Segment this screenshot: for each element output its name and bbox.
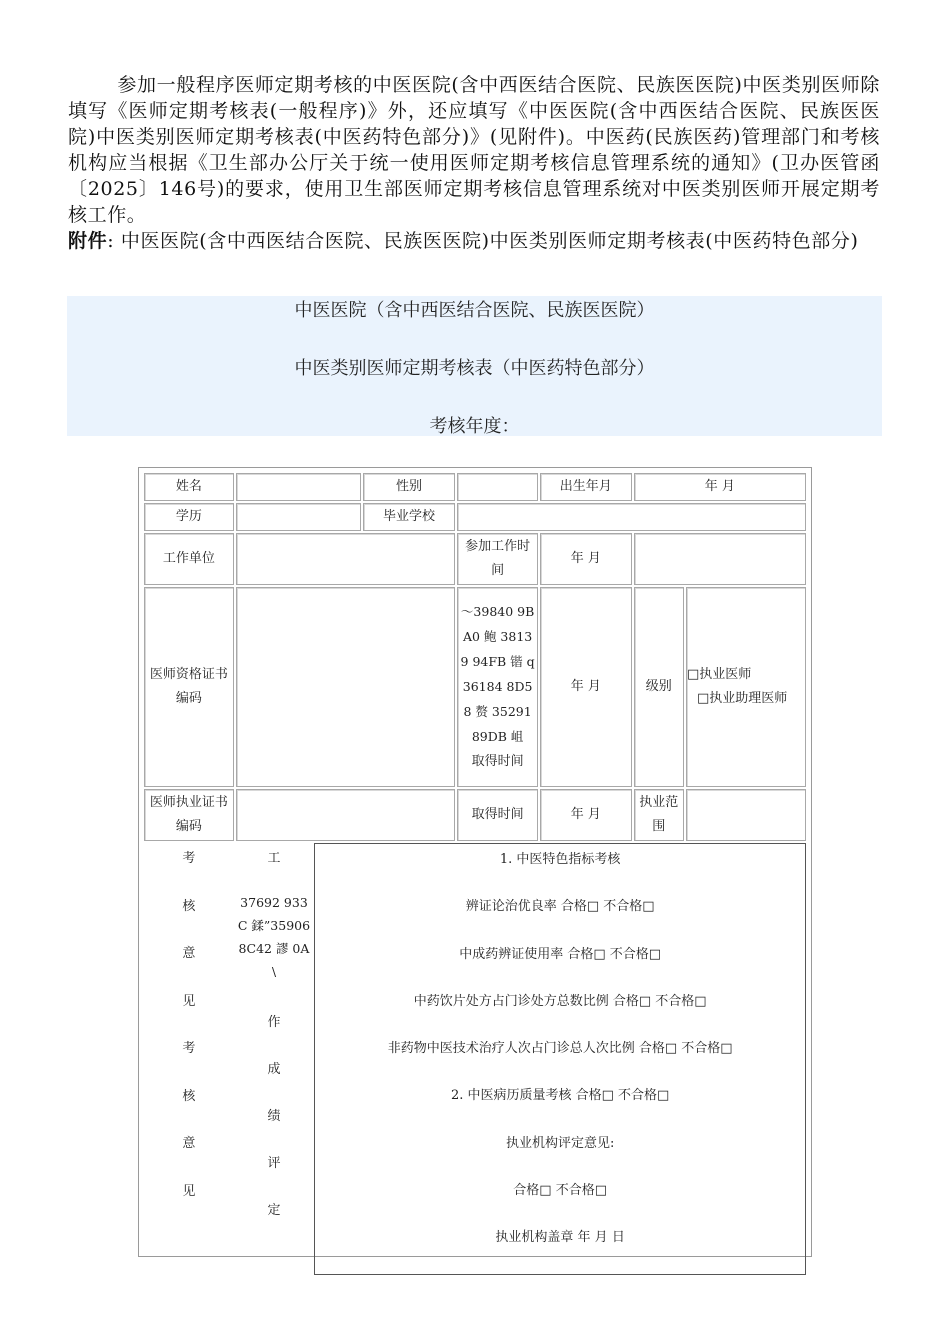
work-char: 评 (267, 1156, 281, 1171)
qual-time-label-cell (457, 587, 538, 787)
item-decoction-ratio[interactable]: 中药饮片处方占门诊处方总数比例 合格□ 不合格□ (413, 993, 707, 1009)
institution-opinion-label: 执业机构评定意见: (505, 1135, 615, 1151)
prac-scope-label: 执业范围 (634, 789, 684, 841)
school-label: 毕业学校 (363, 503, 456, 531)
item-tcm-indicators: 1. 中医特色指标考核 (499, 852, 621, 867)
name-label: 姓名 (144, 473, 234, 501)
prac-scope-value-cell[interactable] (686, 789, 806, 841)
opinion-char: 意 (182, 1136, 196, 1151)
level-option-assistant[interactable]: □执业助理医师 (697, 691, 788, 706)
work-start-label: 参加工作时间 (457, 533, 538, 585)
work-char: 绩 (267, 1109, 281, 1124)
qual-cert-label: 医师资格证书编码 (144, 587, 234, 787)
gender-label: 性别 (363, 473, 456, 501)
header-line-1: 中医医院（含中西医结合医院、民族医医院） (294, 300, 655, 321)
assessment-items-cell (314, 843, 806, 1275)
level-label: 级别 (634, 587, 684, 787)
qual-time-value-cell[interactable]: 年 月 (540, 587, 632, 787)
name-value-cell[interactable] (236, 473, 361, 501)
item-syndrome-rate[interactable]: 辨证论治优良率 合格□ 不合格□ (465, 899, 655, 915)
education-value-cell[interactable] (236, 503, 361, 531)
work-garbled-text: 37692 933C 鍒”35906 8C42 謬 0A\ (237, 895, 311, 979)
work-unit-value-cell[interactable] (236, 533, 456, 585)
work-performance-vertical-label (236, 843, 313, 1275)
work-char: 作 (267, 1015, 281, 1030)
opinion-char: 考 (182, 851, 196, 866)
item-record-quality[interactable]: 2. 中医病历质量考核 合格□ 不合格□ (450, 1088, 670, 1104)
gender-value-cell[interactable] (457, 473, 538, 501)
opinion-char: 见 (182, 993, 196, 1009)
header-line-2: 中医类别医师定期考核表（中医药特色部分） (294, 358, 655, 379)
qual-time-garbled-text: ～39840 9BA0 鲍 38139 94FB 锴 q36184 8D58 赘 35291 89DB 岨 (460, 604, 535, 744)
prac-time-value-cell[interactable]: 年 月 (540, 789, 632, 841)
work-char: 定 (267, 1203, 281, 1218)
intro-paragraph: 参加一般程序医师定期考核的中医医院(含中西医结合医院、民族医医院)中医类别医师除填写《医师定期考核表(一般程序)》外，还应填写《中医医院(含中西医结合医院、民族医医院)中医类别医师定期考核表(中医药特色部分)》(见附件)。中医药(民族医药)管理部门和考核机构应当根据《卫生部办公厅关于统一使用医师定期考核信息管理系统的通知》(卫办医管函〔2025〕146号)的要求，使用卫生部医师定期考核信息管理系统对中医类别医师开展定期考核工作。 (68, 74, 880, 226)
attachment-text: : 中医医院(含中西医结合医院、民族医医院)中医类别医师定期考核表(中医药特色部分) (107, 230, 859, 252)
school-value-cell[interactable] (457, 503, 806, 531)
level-option-physician[interactable]: □执业医师 (687, 667, 752, 682)
opinion-char: 核 (182, 1088, 196, 1104)
form-frame (138, 467, 812, 1257)
level-options-cell (686, 587, 806, 787)
work-char: 工 (267, 851, 281, 866)
opinion-vertical-label (144, 843, 234, 1275)
prac-time-label: 取得时间 (457, 789, 538, 841)
opinion-char: 意 (182, 946, 196, 961)
prac-cert-label: 医师执业证书编码 (144, 789, 234, 841)
work-start-value-cell[interactable]: 年 月 (540, 533, 632, 585)
opinion-char: 见 (182, 1183, 196, 1199)
work-unit-label: 工作单位 (144, 533, 234, 585)
education-label: 学历 (144, 503, 234, 531)
assessment-form-table (142, 471, 808, 1277)
attachment-line (68, 228, 880, 254)
birth-label: 出生年月 (540, 473, 632, 501)
qual-cert-value-cell[interactable] (236, 587, 456, 787)
intro-section (68, 72, 880, 254)
item-patent-medicine-rate[interactable]: 中成药辨证使用率 合格□ 不合格□ (459, 946, 662, 962)
qual-time-label: 取得时间 (471, 754, 524, 769)
institution-seal-date: 执业机构盖章 年 月 日 (495, 1230, 625, 1246)
opinion-char: 考 (182, 1041, 196, 1056)
item-non-drug-ratio[interactable]: 非药物中医技术治疗人次占门诊总人次比例 合格□ 不合格□ (387, 1041, 733, 1057)
form-header (67, 296, 882, 436)
header-line-3: 考核年度： (429, 416, 520, 437)
institution-opinion-result[interactable]: 合格□ 不合格□ (513, 1183, 607, 1199)
work-char: 成 (267, 1062, 281, 1077)
prac-cert-value-cell[interactable] (236, 789, 456, 841)
opinion-char: 核 (182, 898, 196, 914)
attachment-label: 附件 (68, 230, 108, 252)
work-start-extra-cell[interactable] (634, 533, 806, 585)
birth-value-cell[interactable]: 年 月 (634, 473, 806, 501)
